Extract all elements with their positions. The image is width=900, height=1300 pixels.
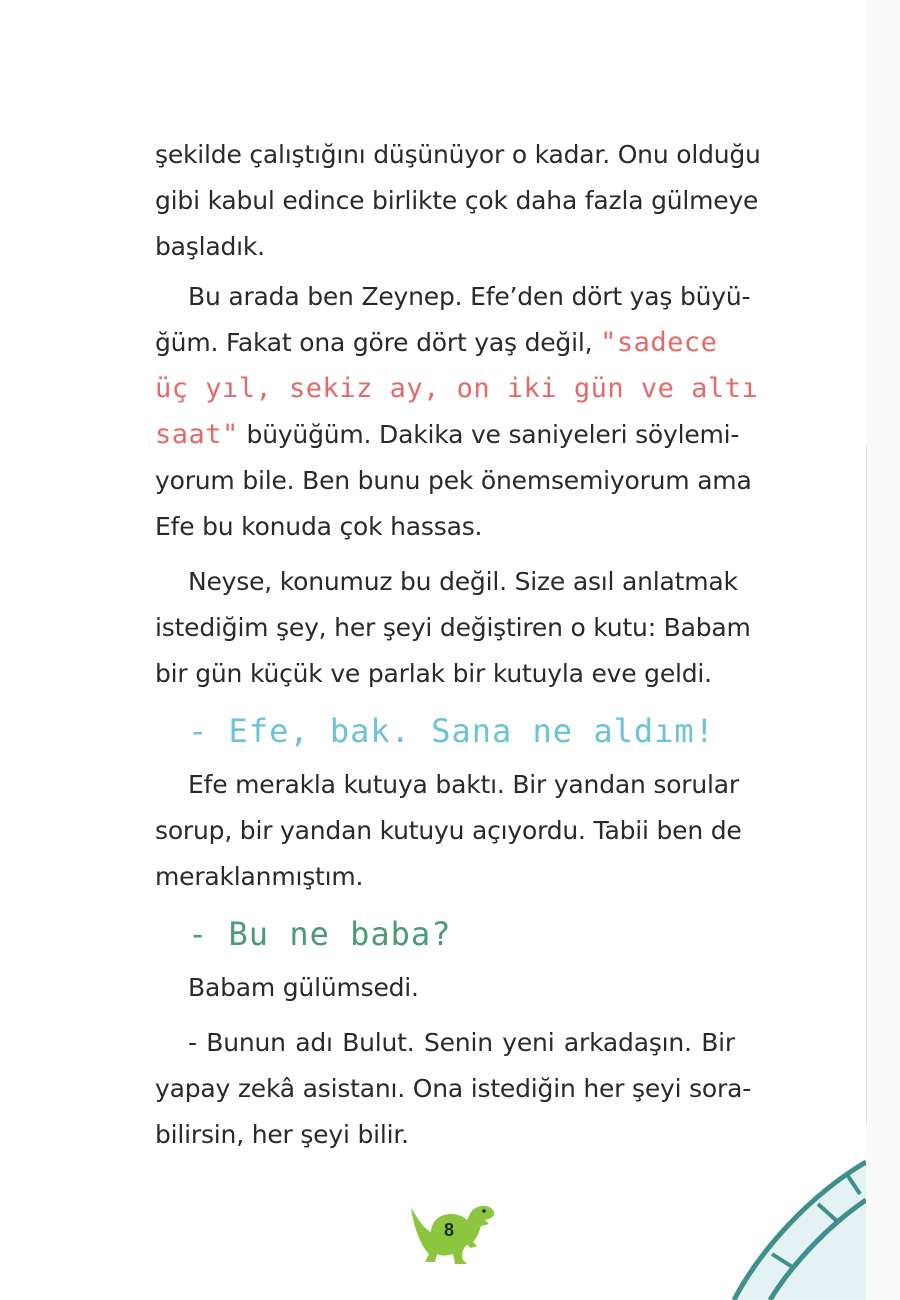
- page-number-badge: [405, 1198, 501, 1272]
- text-line: Babam gülümsedi.: [188, 973, 419, 1002]
- text-line: bilirsin, her şeyi bilir.: [155, 1120, 409, 1149]
- paragraph-6: [155, 1020, 752, 1158]
- text-line: Efe bu konuda çok hassas.: [155, 512, 483, 541]
- page-side-strip: [866, 0, 900, 1300]
- text-line: başladık.: [155, 232, 265, 261]
- paragraph-4: [155, 762, 742, 900]
- text-line: şekilde çalıştığını düşünüyor o kadar. Onu olduğu: [155, 140, 761, 169]
- text-segment: ğüm. Fakat ona göre dört yaş değil,: [155, 328, 601, 357]
- paragraph-3: [155, 559, 751, 697]
- text-line: Efe merakla kutuya baktı. Bir yandan sorular: [188, 770, 739, 799]
- pool-edge-illustration: [730, 1160, 866, 1300]
- handwritten-quote-line: üç yıl, sekiz ay, on iki gün ve altı: [155, 373, 759, 404]
- text-line: [155, 412, 740, 458]
- text-line: Neyse, konumuz bu değil. Size asıl anlatmak: [188, 567, 738, 596]
- text-line: yorum bile. Ben bunu pek önemsemiyorum ama: [155, 466, 752, 495]
- text-line: yapay zekâ asistanı. Ona istediğin her şeyi sora-: [155, 1074, 752, 1103]
- text-line: bir gün küçük ve parlak bir kutuyla eve geldi.: [155, 659, 712, 688]
- text-line: sorup, bir yandan kutuyu açıyordu. Tabii ben de: [155, 816, 742, 845]
- dad-speech-line: - Efe, bak. Sana ne aldım!: [188, 712, 715, 750]
- text-line: [155, 320, 735, 366]
- paragraph-1: [155, 132, 761, 270]
- paragraph-5: [155, 965, 735, 1011]
- handwritten-quote-end: saat": [155, 419, 239, 450]
- efe-speech-line: - Bu ne baba?: [188, 915, 452, 953]
- text-line: gibi kabul edince birlikte çok daha fazla gülmeye: [155, 186, 759, 215]
- handwritten-quote: "sadece: [600, 327, 718, 358]
- text-line: - Bunun adı Bulut. Senin yeni arkadaşın. Bir: [188, 1028, 735, 1057]
- story-text: [155, 132, 761, 1167]
- page-fold-line: [866, 445, 867, 1125]
- text-line: Bu arada ben Zeynep. Efe’den dört yaş büyü-: [188, 282, 751, 311]
- text-segment: büyüğüm. Dakika ve saniyeleri söylemi-: [238, 420, 740, 449]
- text-line: istediğim şey, her şeyi değiştiren o kutu: Babam: [155, 613, 751, 642]
- text-line: meraklanmıştım.: [155, 862, 364, 891]
- page-number: 8: [443, 1220, 454, 1240]
- paragraph-2: [155, 274, 759, 550]
